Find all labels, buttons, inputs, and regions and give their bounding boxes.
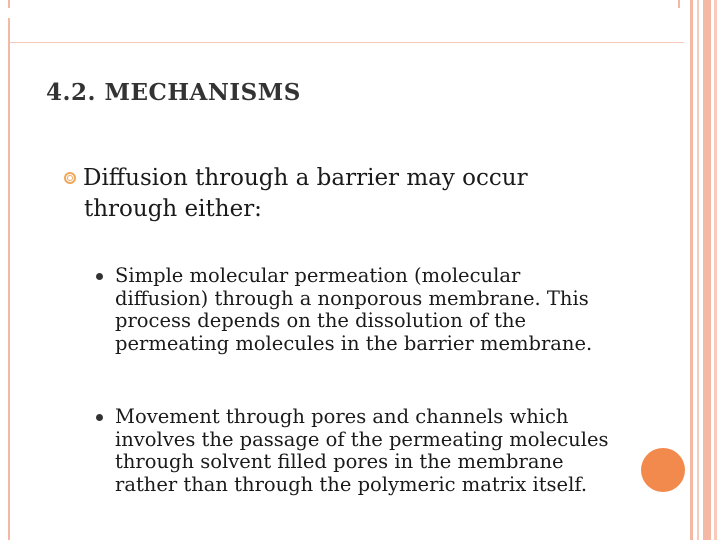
frame-right-stripe — [714, 0, 717, 540]
main-bullet — [64, 163, 624, 225]
hollow-circle-bullet-icon — [64, 172, 76, 184]
frame-right-stripe — [703, 0, 711, 540]
solid-bullet-icon — [96, 414, 103, 421]
sub-bullet — [96, 406, 666, 496]
frame-right-stripe — [697, 0, 699, 540]
frame-top-border — [8, 0, 680, 8]
sub-bullet-text: Simple molecular permeation (molecular diffusion) through a nonporous membrane. This process depends on the dissolution of the permeating molecules in the barrier membrane. — [115, 264, 593, 355]
title-rule — [10, 42, 684, 44]
frame-right-stripe — [690, 0, 693, 540]
solid-bullet-icon — [96, 273, 103, 280]
sub-bullet-text: Movement through pores and channels which involves the passage of the permeating molecules through solvent filled pores in the membrane rather than through the polymeric matrix itself. — [115, 405, 609, 496]
frame-left-border — [8, 18, 10, 540]
slide-title: 4.2. MECHANISMS — [46, 79, 301, 106]
main-bullet-line1: Diffusion through a barrier may occur — [83, 165, 528, 191]
main-bullet-line2: through either: — [84, 196, 262, 222]
sub-bullet — [96, 265, 666, 355]
